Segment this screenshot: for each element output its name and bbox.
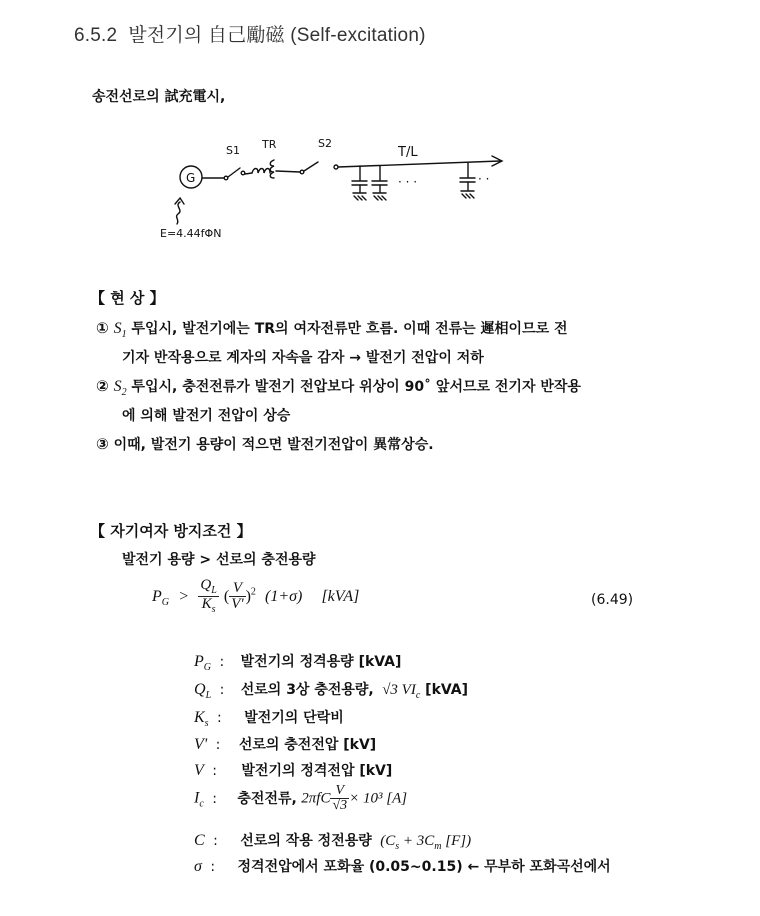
def-formula-den: √3 — [332, 798, 348, 813]
item-line-1: 이때, 발전기 용량이 적으면 발전기전압이 異常상승. — [108, 437, 434, 453]
phenomenon-item-1 — [96, 318, 568, 340]
transmission-line — [338, 161, 500, 167]
formula-den: K — [201, 596, 212, 612]
s1-contact-left — [224, 176, 228, 180]
prevention-condition: 발전기 용량 > 선로의 충전용량 — [122, 552, 316, 568]
prevention-heading: 【 자기여자 방지조건 】 — [90, 522, 252, 540]
formula-ratio — [229, 581, 245, 612]
formula-op: > — [179, 588, 189, 605]
label-tr: TR — [262, 138, 277, 151]
def-sep: : — [212, 763, 217, 779]
s2-blade — [304, 162, 318, 171]
intro-text: 송전선로의 試充電시, — [92, 89, 226, 105]
def-sep: : — [213, 833, 218, 849]
def-sep: : — [217, 710, 222, 726]
label-s2: S2 — [318, 137, 332, 150]
phenomenon-heading: 【 현 상 】 — [90, 289, 165, 307]
tr-secondary-coil — [270, 160, 274, 178]
def-sym: K — [194, 709, 205, 726]
def-text: 선로의 작용 정전용량 — [240, 833, 372, 849]
shunt-capacitor-3 — [460, 163, 475, 198]
def-sub: G — [203, 661, 212, 673]
label-generator: G — [186, 171, 196, 185]
def-sym: C — [194, 832, 205, 849]
def-sym: σ — [194, 858, 202, 875]
definition-ic — [194, 784, 407, 813]
circuit-diagram — [0, 0, 760, 300]
def-sym: I — [194, 789, 200, 807]
definition-pg — [194, 651, 401, 673]
formula-factor: (1+σ) — [265, 588, 303, 605]
phenomenon-item-2 — [96, 376, 581, 398]
def-formula-pre: 2πfC — [301, 790, 331, 807]
formula-ratio-den: V' — [231, 596, 244, 612]
def-text: 발전기의 단락비 — [244, 710, 344, 726]
def-extra-sub: c — [415, 689, 421, 701]
formula-fraction — [198, 578, 218, 615]
formula-den-sub: s — [211, 604, 216, 615]
label-tl: T/L — [398, 145, 418, 160]
section-title-ko: 발전기의 自己勵磁 — [128, 25, 285, 46]
label-dots: · · · — [398, 175, 418, 189]
item-symbol: S — [113, 320, 122, 337]
def-sym: Q — [194, 681, 206, 698]
label-end-dots: · · — [478, 172, 490, 186]
def-formula-fraction — [330, 784, 349, 813]
def-text: 발전기의 정격용량 [kVA] — [240, 654, 402, 670]
def-sym: P — [194, 653, 204, 670]
item-number: ② — [96, 377, 109, 395]
phenomenon-item-1-cont: 기자 반작용으로 계자의 자속을 감자 → 발전기 전압이 저하 — [122, 350, 484, 366]
def-text: 선로의 3상 충전용량, — [240, 682, 374, 698]
def-sep: : — [212, 790, 217, 807]
formula-ratio-num: V — [229, 581, 245, 597]
def-extra-unit: [kVA] — [420, 682, 468, 698]
formula: $P_G$ > $\frac{Q_L}{K_s}$ ( $\frac{V}{V'}$ )$^2$ (1+σ) [kVA] — [152, 577, 360, 615]
formula-unit: [kVA] — [321, 588, 360, 605]
phenomenon-item-3 — [96, 434, 434, 454]
label-s1: S1 — [226, 144, 240, 157]
definition-v — [194, 760, 392, 780]
def-sym: V' — [194, 736, 208, 753]
formula-num-sub: L — [211, 585, 217, 596]
s1-blade — [228, 168, 240, 177]
def-sep: : — [215, 737, 221, 753]
formula-lhs-sub: G — [161, 597, 170, 609]
def-text: 선로의 충전전압 [kV] — [238, 737, 377, 753]
item-symbol: S — [113, 378, 122, 395]
def-formula-post: × 10³ [A] — [349, 790, 408, 807]
def-extra: (C — [380, 833, 396, 849]
def-extra-mid: + 3C — [399, 833, 435, 849]
definition-ql — [194, 679, 468, 701]
definition-ks — [194, 707, 344, 729]
shunt-capacitor-1 — [352, 166, 367, 200]
item-symbol-sub: 2 — [121, 386, 127, 398]
equation-number: (6.49) — [591, 592, 634, 608]
def-sep: : — [210, 859, 216, 875]
section-number: 6.5.2 — [74, 25, 118, 46]
item-line-1: 투입시, 충전전류가 발전기 전압보다 위상이 90˚ 앞서므로 전기자 반작용 — [126, 379, 581, 395]
item-symbol-sub: 1 — [121, 328, 127, 340]
def-text: 충전전류, — [237, 790, 297, 807]
def-extra-end: [F]) — [441, 833, 472, 849]
tr-primary-coil — [252, 169, 270, 174]
wire-s1-tr — [245, 173, 252, 174]
def-sub: c — [199, 798, 204, 810]
section-title-en: (Self-excitation) — [290, 25, 426, 46]
shunt-capacitor-2 — [372, 166, 387, 200]
definition-v-prime — [194, 734, 376, 754]
def-extra: √3 VI — [382, 682, 416, 698]
definition-sigma — [194, 856, 611, 876]
emf-arrow — [177, 202, 180, 224]
label-emf: E=4.44fΦN — [160, 227, 222, 240]
formula-num: Q — [200, 577, 212, 593]
item-line-1: 투입시, 발전기에는 TR의 여자전류만 흐름. 이때 전류는 遲相이므로 전 — [126, 321, 568, 337]
item-number: ① — [96, 319, 109, 337]
def-formula-num: V — [330, 784, 349, 799]
item-number: ③ — [96, 435, 109, 453]
def-sub: L — [205, 689, 212, 701]
def-text: 발전기의 정격전압 [kV] — [241, 763, 393, 779]
def-sep: : — [219, 654, 225, 670]
formula-lhs: P — [152, 588, 162, 605]
wire-tr-s2 — [276, 171, 300, 172]
formula-power: 2 — [250, 586, 256, 598]
phenomenon-item-2-cont: 에 의해 발전기 전압이 상승 — [122, 408, 291, 424]
def-sub: s — [204, 717, 209, 729]
def-text: 정격전압에서 포화율 (0.05~0.15) ← 무부하 포화곡선에서 — [237, 859, 611, 875]
def-extra-sub: s — [395, 840, 400, 852]
s2-contact-left — [300, 170, 304, 174]
def-extra-sub2: m — [434, 840, 442, 852]
s1-contact-right — [241, 171, 245, 175]
def-sym: V — [194, 762, 204, 779]
definition-c — [194, 830, 471, 852]
def-sep: : — [219, 682, 225, 698]
